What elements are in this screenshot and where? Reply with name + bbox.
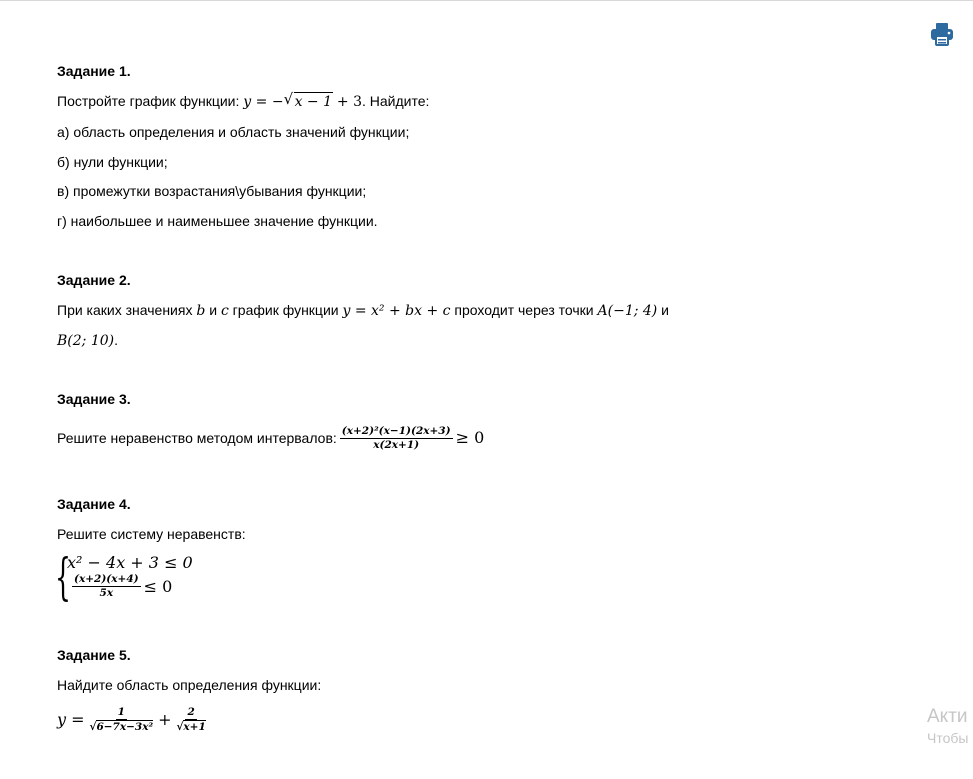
task2-statement-cont: B(2; 10). bbox=[57, 332, 118, 349]
activation-watermark-sub: Чтобы bbox=[927, 730, 969, 746]
task5-title: Задание 5. bbox=[57, 647, 131, 663]
task3-statement: Решите неравенство методом интервалов: $\frac{\text{(x+2)²(x−1)(2x+3)}}{x(2x+1)}$ ≥ 0 bbox=[57, 424, 485, 451]
activation-watermark: Акти bbox=[927, 706, 968, 727]
task5-formula: y = 1 √ 6−7x−3x² + 2 √ x+1 bbox=[57, 706, 206, 733]
system-line-1: x² − 4x + 3 ≤ 0 bbox=[67, 553, 193, 572]
task1-item-d: г) наибольшее и наименьшее значение функции. bbox=[57, 213, 378, 229]
printer-icon[interactable] bbox=[928, 20, 956, 48]
task1-item-a: а) область определения и область значений функции; bbox=[57, 124, 410, 140]
task2-title: Задание 2. bbox=[57, 272, 131, 288]
system-line-2: $\frac{(x+2)(x+4)}{5x}$ ≤ 0 bbox=[74, 573, 173, 599]
task4-title: Задание 4. bbox=[57, 496, 131, 512]
system-brace: { bbox=[55, 548, 71, 606]
task1-item-b: б) нули функции; bbox=[57, 154, 168, 170]
task3-title: Задание 3. bbox=[57, 391, 131, 407]
task4-text: Решите систему неравенств: bbox=[57, 526, 246, 542]
task3-fraction: $\frac{\text{(x+2)²(x−1)(2x+3)}}{x(2x+1)}$ bbox=[341, 424, 451, 451]
task5-text: Найдите область определения функции: bbox=[57, 677, 322, 693]
task1-item-c: в) промежутки возрастания\убывания функции; bbox=[57, 183, 367, 199]
task1-statement: Постройте график функции: y = − √ x − 1 + 3. Найдите: bbox=[57, 90, 430, 110]
task1-title: Задание 1. bbox=[57, 63, 131, 79]
task2-statement: При каких значениях b и c график функции y = x² + bx + c проходит через точки A(−1; 4) и bbox=[57, 302, 669, 319]
top-divider bbox=[0, 0, 973, 1]
task1-sqrt: √ x − 1 bbox=[283, 90, 332, 110]
